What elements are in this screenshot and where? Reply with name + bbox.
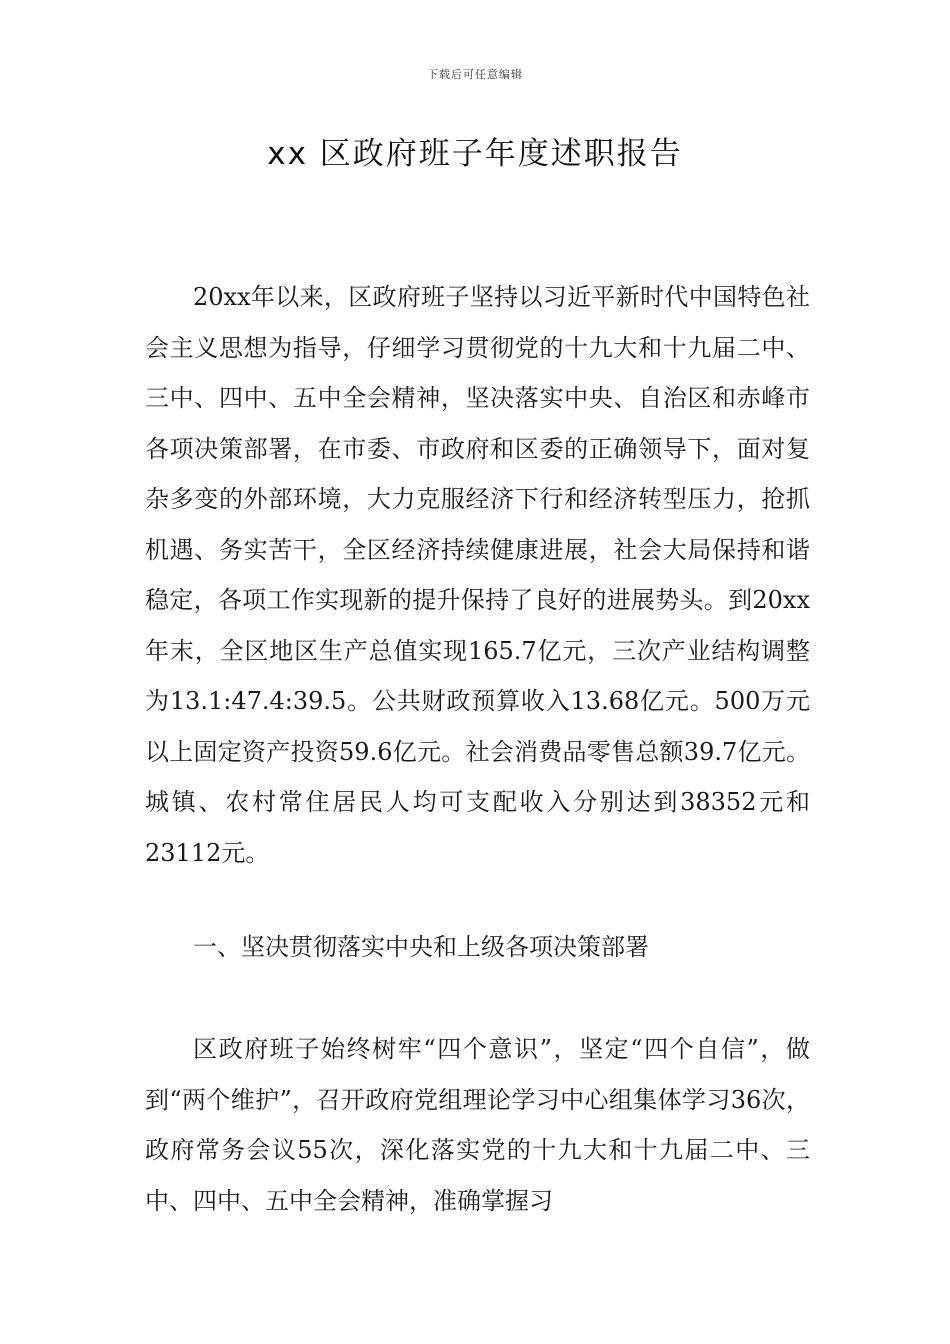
document-title: xx 区政府班子年度述职报告	[267, 136, 683, 172]
intro-paragraph: 20xx年以来，区政府班子坚持以习近平新时代中国特色社会主义思想为指导，仔细学习贯彻党的十九大和十九届二中、三中、四中、五中全会精神，坚决落实中央、自治区和赤峰市各项决策部署，在市委、市政府和区委的正确领导下，面对复杂多变的外部环境，大力克服经济下行和经济转型压力，抢抓机遇、务实苦干，全区经济持续健康进展，社会大局保持和谐稳定，各项工作实现新的提升保持了良好的进展势头。到20xx年末，全区地区生产总值实现165.7亿元，三次产业结构调整为13.1:47.4:39.5。公共财政预算收入13.68亿元。500万元以上固定资产投资59.6亿元。社会消费品零售总额39.7亿元。城镇、农村常住居民人均可支配收入分别达到38352元和23112元。	[145, 283, 810, 867]
section-1-paragraph: 区政府班子始终树牢“四个意识”，坚定“四个自信”，做到“两个维护”，召开政府党组理论学习中心组集体学习36次，政府常务会议55次，深化落实党的十九大和十九届二中、三中、四中、五中全会精神，准确掌握习	[145, 1035, 810, 1215]
header-note: 下载后可任意编辑	[427, 68, 523, 81]
section-1-heading: 一、坚决贯彻落实中央和上级各项决策部署	[193, 933, 649, 961]
